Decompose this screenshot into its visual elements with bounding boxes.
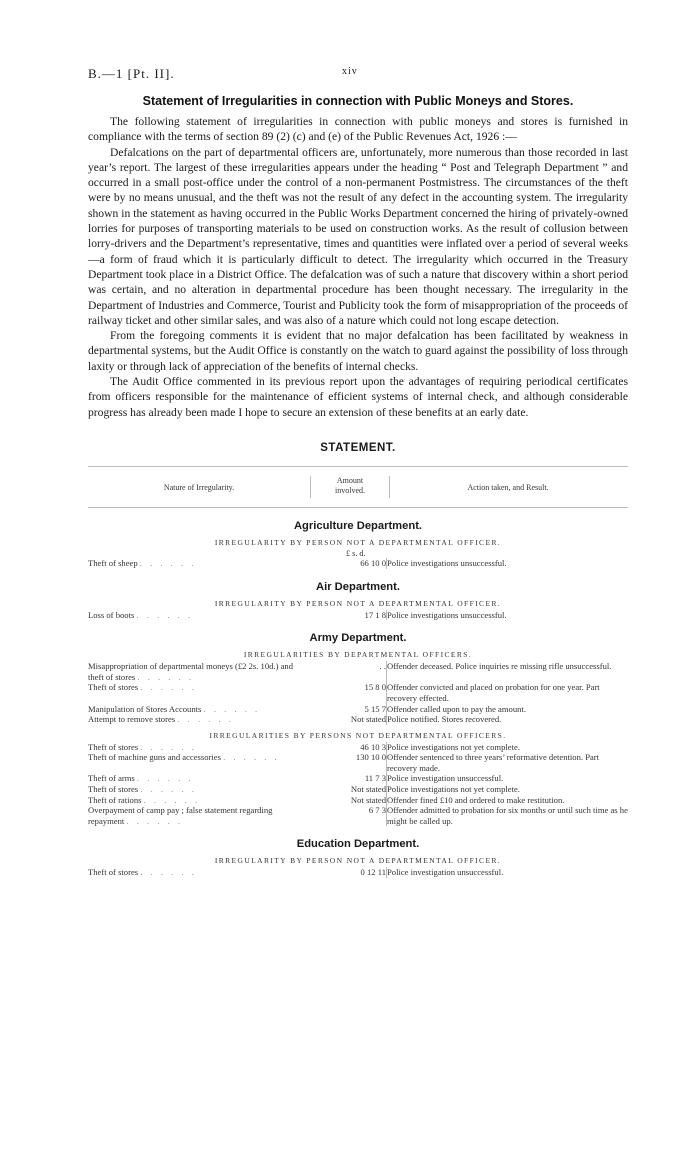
dept-army-heading: Army Department. [309,632,407,645]
agriculture-subheading: IRREGULARITY BY PERSON NOT A DEPARTMENTAL OFFICER. [214,537,502,547]
irregularity-nature [88,714,310,725]
paragraph-1: The following statement of irregularities in connection with public moneys and stores is furnished in compliance with the terms of section 89 (2) (c) and (e) of the Public Revenues Act, 1926 :— [88,115,628,144]
nature-text: Theft of machine guns and accessories [88,752,224,763]
table-column-headers [88,466,628,508]
currency-units: £ s. d. [346,548,366,558]
army-others-subheading: IRREGULARITIES BY PERSONS NOT DEPARTMENTAL OFFICERS. [209,730,507,740]
leader-dots: . . . . . . [223,752,280,763]
amount-involved: 17 1 8 [310,610,387,621]
irregularity-nature [88,795,310,806]
action-taken: Offender convicted and placed on probation for one year. Part recovery effected. [387,682,600,703]
nature-text: Theft of sheep [88,557,140,568]
column-header-amount [310,476,390,498]
irregularity-nature [88,558,310,569]
action-taken: Police investigations unsuccessful. [387,557,507,568]
amount-involved: Not stated [310,714,387,725]
leader-dots: . . . . . . [139,557,197,568]
irregularity-nature [88,682,310,703]
table-row [88,714,628,725]
page-number: xiv [342,66,358,77]
table-row [88,867,628,878]
table-row [88,742,628,753]
amount-involved: 5 15 7 [310,704,387,715]
leader-dots: . . . . . . [203,703,261,714]
irregularity-nature [88,784,310,795]
action-taken: Offender sentenced to three years’ reformative detention. Part recovery made. [387,752,600,773]
air-table [88,610,628,621]
irregularity-nature [88,752,310,773]
nature-text: Theft of stores [88,741,141,752]
nature-text: Loss of boots [88,609,137,620]
paragraph-3: From the foregoing comments it is evident that no major defalcation has been facilitated by weakness in departmental systems, but the Audit Office is constantly on the watch to guard against the possibility of loss through laxity or through lack of appreciation of the benefits of internal checks. [88,329,628,373]
paragraph-4: The Audit Office commented in its previous report upon the advantages of requiring periodical certificates from officers responsible for the maintenance of efficient systems of internal check, and although considerable progress has already been made I hope to secure an extension of these benefits at an early date. [88,375,628,419]
table-row [88,805,628,826]
document-page [88,58,628,878]
document-title: Statement of Irregularities in connection with Public Moneys and Stores. [142,94,574,108]
agriculture-table [88,558,628,569]
irregularity-nature [88,773,310,784]
nature-text: Attempt to remove stores [88,714,178,725]
leader-dots: . . . . . . [140,682,197,693]
action-taken: Offender admitted to probation for six months or until such time as he might be called up. [387,805,628,826]
report-reference: B.—1 [Pt. II]. [88,66,175,81]
column-header-nature: Nature of Irregularity. [163,482,235,492]
amount-involved: 11 7 3 [310,773,387,784]
irregularity-nature [88,867,310,878]
table-row [88,795,628,806]
statement-title: STATEMENT. [320,441,396,454]
leader-dots: . . . . . . [177,714,234,725]
table-row [88,784,628,795]
paragraph-2: Defalcations on the part of departmental officers are, unfortunately, more numerous than those recorded in last year’s report. The largest of these irregularities appears under the heading “ Post and Telegraph Department ” and occurred in a small post-office under the control of a non-permanent Postmistress. The circumstances of the theft were by no means unusual, and the theft was not the result of any defect in the accounting system. The irregularity shown in the statement as having occurred in the Public Works Department concerned the hiring of privately-owned lorries for purposes of transporting materials to be used on construction works. As the result of collusion between lorry-drivers and the Department’s representative, times and quantities were inflated over a period of several weeks—a form of fraud which it is particularly difficult to detect. The irregularity which occurred in the Treasury Department took place in a District Office. The defalcation was of such a nature that discovery within a short period was certain, and no alteration in departmental procedure has been thought necessary. The irregularity in the Department of Industries and Commerce, Tourist and Publicity took the form of misappropriation of the proceeds of railway ticket and other similar sales, and was also of a nature which could not long escape detection. [88,145,628,327]
leader-dots: . . . . . . [136,609,194,620]
leader-dots: . . . . . . [126,815,184,826]
leader-dots: . . . . . . [140,741,197,752]
amount-involved: Not stated [310,784,387,795]
action-taken: Offender fined £10 and ordered to make restitution. [387,794,565,805]
table-row [88,704,628,715]
amount-involved: 0 12 11 [310,867,387,878]
leader-dots: . . . . . . [136,773,194,784]
irregularity-nature [88,805,310,826]
amount-involved: 46 10 3 [310,742,387,753]
nature-text: Manipulation of Stores Accounts [88,703,204,714]
action-taken: Offender deceased. Police inquiries re missing rifle unsuccessful. [387,661,612,672]
column-header-action: Action taken, and Result. [467,482,549,492]
amount-header-line2: involved. [335,485,365,495]
page-header [88,58,628,81]
action-taken: Police investigations not yet complete. [387,741,520,752]
action-taken: Offender called upon to pay the amount. [387,703,526,714]
leader-dots: . . . . . . [140,867,197,878]
table-row [88,610,628,621]
table-row [88,682,628,703]
table-row [88,752,628,773]
action-taken: Police notified. Stores recovered. [387,714,502,725]
amount-involved: 130 10 0 [310,752,387,773]
amount-involved: Not stated [310,795,387,806]
dept-agriculture-heading: Agriculture Department. [293,519,423,532]
irregularity-nature [88,661,310,682]
irregularity-nature [88,704,310,715]
irregularity-nature [88,742,310,753]
table-row [88,661,628,682]
table-row [88,558,628,569]
leader-dots: . . . . . . [140,784,197,795]
education-table [88,867,628,878]
action-taken: Police investigations not yet complete. [387,784,520,795]
nature-text: Theft of stores [88,682,141,693]
army-officers-table [88,661,628,725]
leader-dots: . . . . . . [143,794,201,805]
irregularity-nature [88,610,310,621]
army-officers-subheading: IRREGULARITIES BY DEPARTMENTAL OFFICERS. [243,650,473,660]
army-others-table [88,742,628,827]
action-taken: Police investigations unsuccessful. [387,609,507,620]
nature-text: Theft of rations [88,794,144,805]
action-taken: Police investigation unsuccessful. [387,773,504,784]
action-taken: Police investigation unsuccessful. [387,867,504,878]
education-subheading: IRREGULARITY BY PERSON NOT A DEPARTMENTAL OFFICER. [214,856,502,866]
dept-air-heading: Air Department. [316,580,400,593]
nature-text: Theft of arms [88,773,137,784]
nature-text: Theft of stores [88,784,141,795]
amount-involved: . . [310,661,387,682]
amount-involved: 6 7 3 [310,805,387,826]
air-subheading: IRREGULARITY BY PERSON NOT A DEPARTMENTAL OFFICER. [214,598,502,608]
amount-involved: 66 10 0 [310,558,387,569]
amount-header-line1: Amount [336,475,364,485]
nature-text: Overpayment of camp pay ; false statement regarding repayment [88,805,273,826]
amount-involved: 15 8 0 [310,682,387,703]
nature-text: Misappropriation of departmental moneys (£2 2s. 10d.) and theft of stores [88,661,294,682]
leader-dots: . . . . . . [137,671,195,682]
nature-text: Theft of stores [88,867,141,878]
table-row [88,773,628,784]
dept-education-heading: Education Department. [296,838,420,851]
